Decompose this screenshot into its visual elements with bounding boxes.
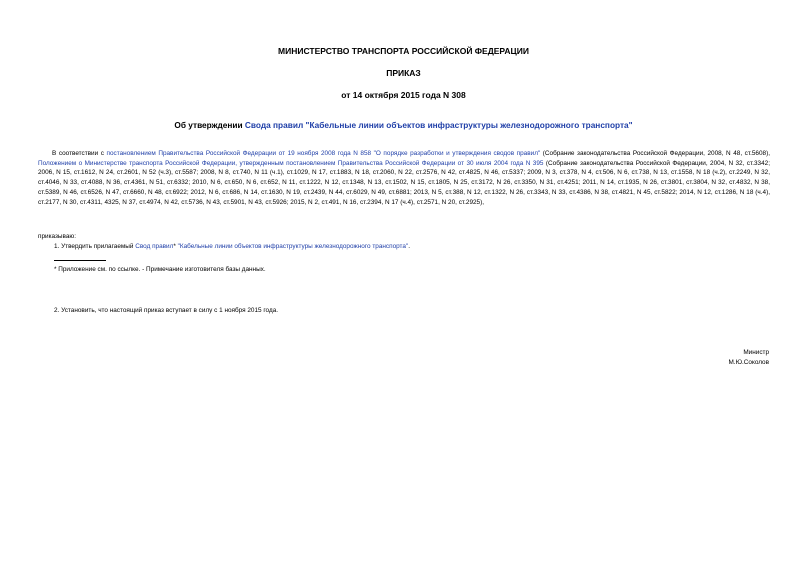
signature-position: Министр [743, 349, 769, 356]
title-prefix: Об утверждении [174, 120, 245, 130]
footnote: * Приложение см. по ссылке. - Примечание изготовителя базы данных. [54, 266, 266, 273]
footnote-divider [54, 260, 106, 261]
order-word: приказываю: [38, 233, 76, 240]
document-date-number: от 14 октября 2015 года N 308 [341, 90, 466, 100]
item1-text-1: 1. Утвердить прилагаемый [54, 243, 136, 250]
preamble-text-1: В соответствии с [52, 150, 107, 157]
ministry-heading: МИНИСТЕРСТВО ТРАНСПОРТА РОССИЙСКОЙ ФЕДЕРАЦИИ [278, 46, 529, 56]
document-type: ПРИКАЗ [386, 68, 421, 78]
preamble-link-regulation[interactable]: Положением о Министерстве транспорта Российской Федерации, утвержденным постановлением Правительства Российской Федерации от 30 июля 2004 года N 395 [38, 159, 544, 167]
item1-text-3: . [408, 243, 410, 250]
item1-text-2: * [173, 243, 178, 250]
order-item-2: 2. Установить, что настоящий приказ вступает в силу с 1 ноября 2015 года. [54, 307, 279, 314]
title-link[interactable]: Свода правил "Кабельные линии объектов инфраструктуры железнодорожного транспорта" [244, 120, 633, 130]
document-title [0, 120, 807, 131]
item1-link-code[interactable]: Свод правил [135, 243, 174, 250]
signature-name: М.Ю.Соколов [728, 359, 769, 366]
preamble-text-3: (Собрание законодательства Российской Федерации, 2004, N 32, ст.3342; 2006, N 15, ст.1612, N 24, ст.2601, N 52 (ч.3), ст.5587; 2008, N 8, ст.740, N 11 (ч.1), ст.1029, N 17, ст.1883, N 18, ст.2060, N 22, ст.2576, N 42, ст.4825, N 46, ст.5337; 2009, N 3, ст.378, N 4, ст.506, N 6, ст.738, N 13, ст.1558, N 18 (ч.2), ст.2249, N 32, ст.4046, N 33, ст.4088, N 36, ст.4361, N 51, ст.6332; 2010, N 6, ст.650, N 6, ст.652, N 11, ст.1222, N 12, ст.1348, N 13, ст.1502, N 15, ст.1805, N 25, ст.3172, N 26, ст.3350, N 31, ст.4251; 2011, N 14, ст.1935, N 26, ст.3801, ст.3804, N 32, ст.4832, N 38, ст.5389, N 46, ст.6526, N 47, ст.6660, N 48, ст.6922; 2012, N 6, ст.686, N 14, ст.1630, N 19, ст.2439, N 44, ст.6029, N 49, ст.6881; 2013, N 5, ст.388, N 12, ст.1322, N 26, ст.3343, N 33, ст.4386, N 38, ст.4821, N 45, ст.5822; 2014, N 12, ст.1286, N 18 (ч.4), ст.2177, N 30, ст.4311, 4325, N 37, ст.4974, N 42, ст.5736, N 43, ст.5901, N 43, ст.5926; 2015, N 2, ст.491, N 16, ст.2394, N 17 (ч.4), ст.2571, N 20, ст.2925), [38, 159, 770, 206]
preamble-link-decree[interactable]: постановлением Правительства Российской Федерации от 19 ноября 2008 года N 858 "О порядке разработки и утверждения сводов правил" [106, 150, 541, 157]
preamble-paragraph [38, 149, 770, 207]
order-item-1 [54, 242, 410, 251]
preamble-text-2: (Собрание законодательства Российской Федерации, 2008, N 48, ст.5608), [540, 150, 770, 157]
item1-link-title[interactable]: "Кабельные линии объектов инфраструктуры железнодорожного транспорта" [177, 243, 409, 250]
